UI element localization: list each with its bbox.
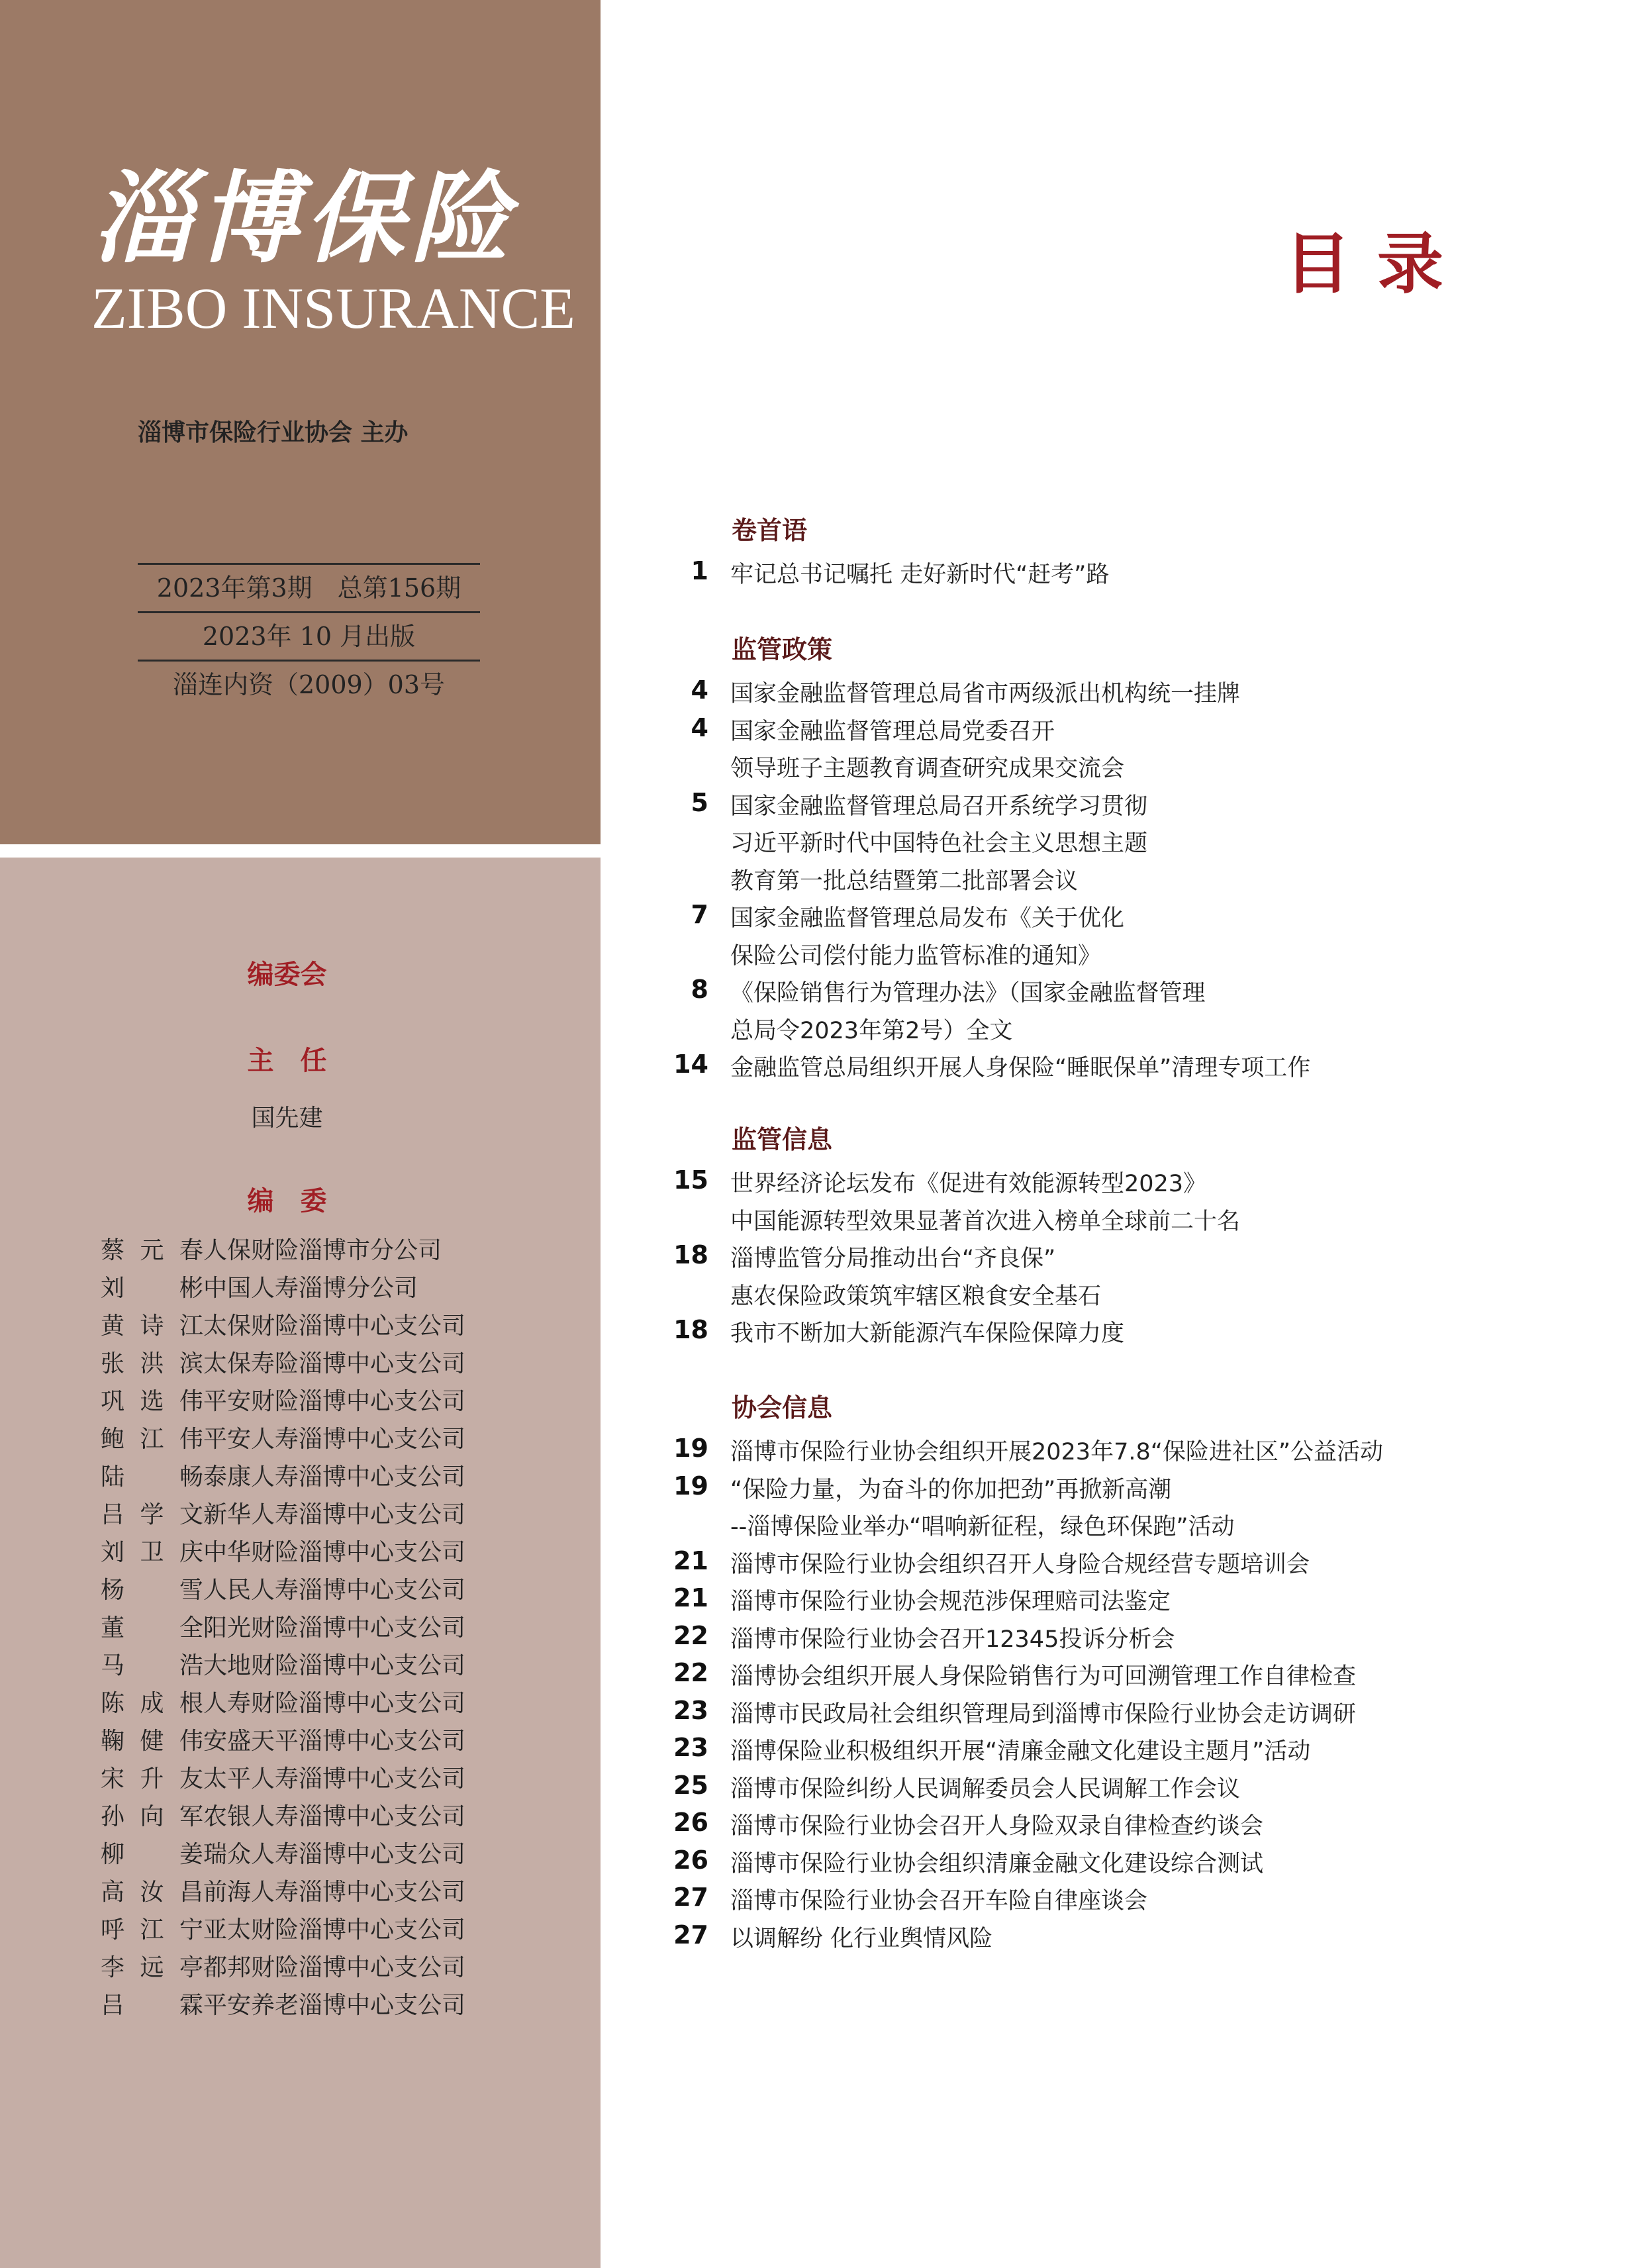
- member-row: [101, 1987, 465, 2024]
- toc-entry-title[interactable]: 金融监管总局组织开展人身保险“睡眠保单”清理专项工作: [730, 1055, 1311, 1081]
- toc-entry-title[interactable]: 淄博保险业积极组织开展“清廉金融文化建设主题月”活动: [730, 1738, 1311, 1765]
- member-row: [101, 1534, 465, 1571]
- toc-entry-title[interactable]: 领导班子主题教育调查研究成果交流会: [730, 756, 1125, 782]
- member-name: 张洪滨: [101, 1350, 203, 1377]
- member-row: [101, 1232, 442, 1269]
- toc-entry-title[interactable]: “保险力量，为奋斗的你加把劲”再掀新高潮: [730, 1476, 1172, 1503]
- member-name: 董全: [101, 1614, 203, 1642]
- member-organization: 平安财险淄博中心支公司: [203, 1388, 466, 1415]
- member-name: 鞠健伟: [101, 1728, 203, 1755]
- toc-entry-title[interactable]: 国家金融监督管理总局发布《关于优化: [730, 905, 1125, 932]
- toc-entry-title[interactable]: 国家金融监督管理总局召开系统学习贯彻: [730, 793, 1148, 820]
- member-organization: 都邦财险淄博中心支公司: [203, 1954, 466, 1981]
- member-name: 孙向军: [101, 1803, 203, 1830]
- member-name: 高汝昌: [101, 1879, 203, 1906]
- toc-page-number: 4: [691, 713, 708, 742]
- toc-entry-title[interactable]: 以调解纷 化行业舆情风险: [730, 1925, 993, 1952]
- member-name: 陈成根: [101, 1690, 203, 1717]
- toc-entry-title[interactable]: 我市不断加大新能源汽车保险保障力度: [730, 1320, 1125, 1347]
- member-row: [101, 1609, 465, 1647]
- member-organization: 平安养老淄博中心支公司: [203, 1992, 466, 2019]
- toc-entry-title[interactable]: 淄博市民政局社会组织管理局到淄博市保险行业协会走访调研: [730, 1701, 1357, 1728]
- toc-entry-title[interactable]: 淄博市保险纠纷人民调解委员会人民调解工作会议: [730, 1775, 1241, 1802]
- member-name: 刘卫庆: [101, 1539, 203, 1566]
- issue-info: [138, 563, 480, 708]
- director-label: 主 任: [247, 1046, 327, 1076]
- toc-entry-title[interactable]: 世界经济论坛发布《促进有效能源转型2023》: [730, 1171, 1207, 1197]
- member-row: [101, 1269, 418, 1307]
- toc-page-number: 5: [691, 787, 708, 817]
- issue-number: 2023年第3期 总第156期: [156, 573, 461, 603]
- toc-page-number: 19: [673, 1471, 708, 1501]
- member-row: [101, 1722, 465, 1760]
- member-name: 宋升友: [101, 1765, 203, 1793]
- member-row: [101, 1911, 465, 1949]
- member-row: [101, 1798, 465, 1836]
- member-name: 蔡元春: [101, 1237, 203, 1264]
- member-row: [101, 1458, 465, 1496]
- toc-entry-title[interactable]: 中国能源转型效果显著首次进入榜单全球前二十名: [730, 1208, 1241, 1235]
- member-organization: 太保寿险淄博中心支公司: [203, 1350, 466, 1377]
- member-name: 陆畅: [101, 1463, 203, 1491]
- toc-page-number: 27: [673, 1920, 708, 1949]
- toc-page-number: 19: [673, 1434, 708, 1463]
- members-label: 编 委: [247, 1186, 327, 1216]
- member-organization: 平安人寿淄博中心支公司: [203, 1426, 466, 1453]
- member-organization: 阳光财险淄博中心支公司: [203, 1614, 466, 1642]
- toc-page-number: 23: [673, 1695, 708, 1725]
- member-organization: 人民人寿淄博中心支公司: [203, 1577, 466, 1604]
- toc-page-number: 21: [673, 1583, 708, 1612]
- toc-page-number: 14: [673, 1050, 708, 1079]
- toc-entry-title[interactable]: 国家金融监督管理总局省市两级派出机构统一挂牌: [730, 681, 1241, 707]
- member-organization: 农银人寿淄博中心支公司: [203, 1803, 466, 1830]
- member-row: [101, 1647, 465, 1685]
- issue-date: 2023年 10 月出版: [202, 622, 416, 651]
- toc-entry-title[interactable]: 淄博监管分局推动出台“齐良保”: [730, 1246, 1056, 1272]
- toc-entry-title[interactable]: 淄博市保险行业协会组织召开人身险合规经营专题培训会: [730, 1551, 1310, 1578]
- magazine-logo-english: ZIBO INSURANCE: [91, 277, 575, 341]
- toc-page-number: 23: [673, 1733, 708, 1762]
- toc-page-number: 27: [673, 1883, 708, 1912]
- toc-page-number: 4: [691, 675, 708, 705]
- member-name: 杨雪: [101, 1577, 203, 1604]
- member-organization: 太保财险淄博中心支公司: [203, 1312, 466, 1340]
- member-row: [101, 1760, 465, 1798]
- toc-page-number: 1: [691, 556, 708, 585]
- toc-page-number: 21: [673, 1546, 708, 1575]
- member-name: 黄诗江: [101, 1312, 203, 1340]
- member-organization: 亚太财险淄博中心支公司: [203, 1916, 466, 1944]
- toc-page-number: 26: [673, 1808, 708, 1837]
- toc-entry-title[interactable]: 淄博协会组织开展人身保险销售行为可回溯管理工作自律检查: [730, 1663, 1357, 1690]
- toc-section-heading: 协会信息: [732, 1393, 833, 1422]
- member-name: 巩选伟: [101, 1388, 203, 1415]
- toc-page-number: 22: [673, 1658, 708, 1687]
- member-organization: 瑞众人寿淄博中心支公司: [203, 1841, 466, 1868]
- member-row: [101, 1571, 465, 1609]
- toc-entry-title[interactable]: 《保险销售行为管理办法》（国家金融监督管理: [730, 980, 1206, 1007]
- member-row: [101, 1307, 465, 1345]
- toc-entry-title[interactable]: 总局令2023年第2号）全文: [730, 1017, 1013, 1044]
- toc-entry-title[interactable]: 惠农保险政策筑牢辖区粮食安全基石: [730, 1283, 1102, 1310]
- member-name: 呼江宁: [101, 1916, 203, 1944]
- member-organization: 大地财险淄博中心支公司: [203, 1652, 466, 1679]
- toc-page-number: 8: [691, 975, 708, 1004]
- toc-entry-title[interactable]: 淄博市保险行业协会组织清廉金融文化建设综合测试: [730, 1850, 1264, 1877]
- member-name: 马浩: [101, 1652, 203, 1679]
- toc-entry-title[interactable]: 淄博市保险行业协会组织开展2023年7.8“保险进社区”公益活动: [730, 1439, 1384, 1465]
- toc-page-number: 7: [691, 900, 708, 929]
- member-organization: 中华财险淄博中心支公司: [203, 1539, 466, 1566]
- member-name: 李远亭: [101, 1954, 203, 1981]
- member-organization: 人寿财险淄博中心支公司: [203, 1690, 466, 1717]
- member-organization: 泰康人寿淄博中心支公司: [203, 1463, 466, 1491]
- toc-section-heading: 监管信息: [732, 1125, 833, 1154]
- registration-number: 淄连内资（2009）03号: [172, 670, 446, 699]
- toc-entry-title[interactable]: 淄博市保险行业协会召开12345投诉分析会: [730, 1626, 1175, 1653]
- member-organization: 中国人寿淄博分公司: [203, 1275, 418, 1302]
- member-name: 鲍江伟: [101, 1426, 203, 1453]
- toc-entry-title[interactable]: 国家金融监督管理总局党委召开: [730, 718, 1055, 745]
- toc-page-number: 18: [673, 1315, 708, 1344]
- member-row: [101, 1873, 465, 1911]
- toc-page-number: 25: [673, 1770, 708, 1800]
- member-row: [101, 1345, 465, 1383]
- toc-entry-title[interactable]: 习近平新时代中国特色社会主义思想主题: [730, 830, 1148, 857]
- toc-entry-title[interactable]: 淄博市保险行业协会规范涉保理赔司法鉴定: [730, 1589, 1171, 1615]
- toc-entry-title[interactable]: 淄博市保险行业协会召开人身险双录自律检查约谈会: [730, 1813, 1264, 1840]
- member-name: 刘彬: [101, 1275, 203, 1302]
- member-organization: 安盛天平淄博中心支公司: [203, 1728, 466, 1755]
- member-row: [101, 1949, 465, 1987]
- member-row: [101, 1420, 465, 1458]
- member-organization: 新华人寿淄博中心支公司: [203, 1501, 466, 1528]
- toc-entry-title[interactable]: --淄博保险业举办“唱响新征程，绿色环保跑”活动: [730, 1514, 1235, 1540]
- member-row: [101, 1685, 465, 1722]
- member-name: 吕学文: [101, 1501, 203, 1528]
- toc-title: 目录: [1284, 225, 1470, 303]
- magazine-logo-chinese: 淄博保险: [93, 160, 517, 277]
- member-name: 柳姜: [101, 1841, 203, 1868]
- member-organization: 人保财险淄博市分公司: [203, 1237, 442, 1264]
- member-organization: 太平人寿淄博中心支公司: [203, 1765, 466, 1793]
- toc-section-heading: 卷首语: [732, 516, 808, 545]
- toc-entry-title[interactable]: 教育第一批总结暨第二批部署会议: [730, 867, 1079, 895]
- toc-page-number: 22: [673, 1620, 708, 1650]
- member-row: [101, 1496, 465, 1534]
- toc-page-number: 18: [673, 1240, 708, 1269]
- member-name: 吕霖: [101, 1992, 203, 2019]
- toc-page-number: 15: [673, 1165, 708, 1195]
- toc-entry-title[interactable]: 淄博市保险行业协会召开车险自律座谈会: [730, 1888, 1148, 1914]
- member-row: [101, 1383, 465, 1420]
- director-name: 国先建: [251, 1105, 323, 1132]
- toc-entry-title[interactable]: 牢记总书记嘱托 走好新时代“赶考”路: [730, 562, 1110, 588]
- member-organization: 前海人寿淄博中心支公司: [203, 1879, 466, 1906]
- toc-entry-title[interactable]: 保险公司偿付能力监管标准的通知》: [730, 942, 1102, 969]
- toc-section-heading: 监管政策: [732, 635, 833, 664]
- committee-title: 编委会: [247, 960, 327, 990]
- toc-page-number: 26: [673, 1845, 708, 1875]
- sponsor-line: 淄博市保险行业协会 主办: [138, 419, 409, 446]
- member-row: [101, 1836, 465, 1873]
